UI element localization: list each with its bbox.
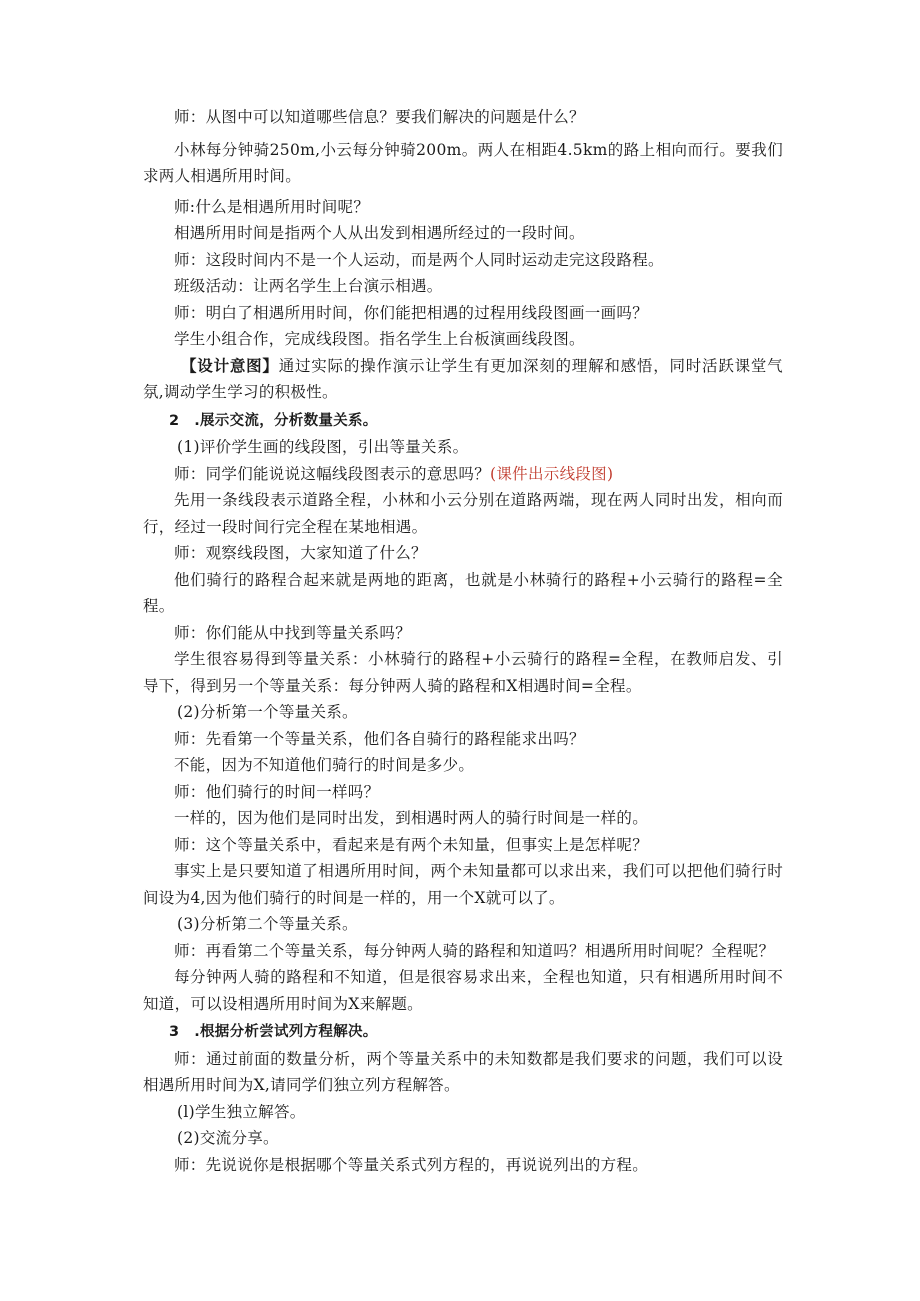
courseware-note: (课件出示线段图) [490,464,614,483]
paragraph [143,461,783,488]
paragraph: 师：他们骑行的时间一样吗？ [174,782,380,801]
section-3-sub-2: (2)交流分享。 [177,1129,279,1147]
section-2-heading: 2 .展示交流，分析数量关系。 [169,412,378,429]
paragraph: 他们骑行的路程合起来就是两地的距离，也就是小林骑行的路程+小云骑行的路程=全程。 [143,570,783,615]
paragraph: 师:什么是相遇所用时间呢？ [174,197,370,216]
section-2-sub-1: (1)评价学生画的线段图，引出等量关系。 [177,438,469,456]
design-intent-text: 通过实际的操作演示让学生有更加深刻的理解和感悟，同时活跃课堂气氛,调动学生学习的积极性。 [143,356,783,401]
paragraph: 师：再看第二个等量关系，每分钟两人骑的路程和知道吗？相遇所用时间呢？全程呢？ [174,941,775,960]
paragraph: 师：从图中可以知道哪些信息？要我们解决的问题是什么？ [174,108,585,126]
paragraph: 相遇所用时间是指两个人从出发到相遇所经过的一段时间。 [174,224,585,242]
document-body [143,104,783,1178]
paragraph: 师：先看第一个等量关系，他们各自骑行的路程能求出吗？ [174,729,585,748]
paragraph: 学生很容易得到等量关系：小林骑行的路程+小云骑行的路程=全程，在教师启发、引导下，得到另一个等量关系：每分钟两人骑的路程和X相遇时间=全程。 [143,650,783,695]
paragraph: 不能，因为不知道他们骑行的时间是多少。 [174,756,475,774]
paragraph: 班级活动：让两名学生上台演示相遇。 [174,277,443,295]
design-intent-label: 【设计意图】 [181,355,279,375]
paragraph: 学生小组合作，完成线段图。指名学生上台板演画线段图。 [174,330,585,348]
paragraph: 小林每分钟骑250m,小云每分钟骑200m。两人在相距4.5km的路上相向而行。要我们求两人相遇所用时间。 [143,140,783,185]
design-intent-paragraph [143,353,783,406]
paragraph: 师：观察线段图，大家知道了什么？ [174,544,427,562]
paragraph: 一样的，因为他们是同时出发，到相遇时两人的骑行时间是一样的。 [174,809,649,827]
paragraph: 师：这段时间内不是一个人运动，而是两个人同时运动走完这段路程。 [174,250,664,269]
section-2-sub-3: (3)分析第二个等量关系。 [177,915,358,933]
paragraph: 师：通过前面的数量分析，两个等量关系中的未知数都是我们要求的问题，我们可以设相遇所用时间为X,请同学们独立列方程解答。 [143,1049,783,1094]
paragraph: 师：先说说你是根据哪个等量关系式列方程的，再说说列出的方程。 [174,1155,649,1174]
paragraph: 先用一条线段表示道路全程，小林和小云分别在道路两端，现在两人同时出发，相向而行，经过一段时间行完全程在某地相遇。 [143,491,783,536]
paragraph: 师：明白了相遇所用时间，你们能把相遇的过程用线段图画一画吗？ [174,303,649,322]
paragraph: 师：这个等量关系中，看起来是有两个未知量，但事实上是怎样呢？ [174,835,649,854]
section-3-heading: 3 .根据分析尝试列方程解决。 [169,1024,378,1040]
paragraph: 师：你们能从中找到等量关系吗？ [174,623,412,642]
paragraph: 事实上是只要知道了相遇所用时间，两个未知量都可以求出来，我们可以把他们骑行时间设为4,因为他们骑行的时间是一样的，用一个X就可以了。 [143,862,783,907]
section-3-sub-1: (l)学生独立解答。 [177,1102,306,1121]
paragraph: 每分钟两人骑的路程和不知道，但是很容易求出来，全程也知道，只有相遇所用时间不知道，可以设相遇所用时间为X来解题。 [143,968,783,1013]
section-2-sub-2: (2)分析第一个等量关系。 [177,703,358,721]
question-text: 师：同学们能说说这幅线段图表示的意思吗？ [174,464,491,483]
